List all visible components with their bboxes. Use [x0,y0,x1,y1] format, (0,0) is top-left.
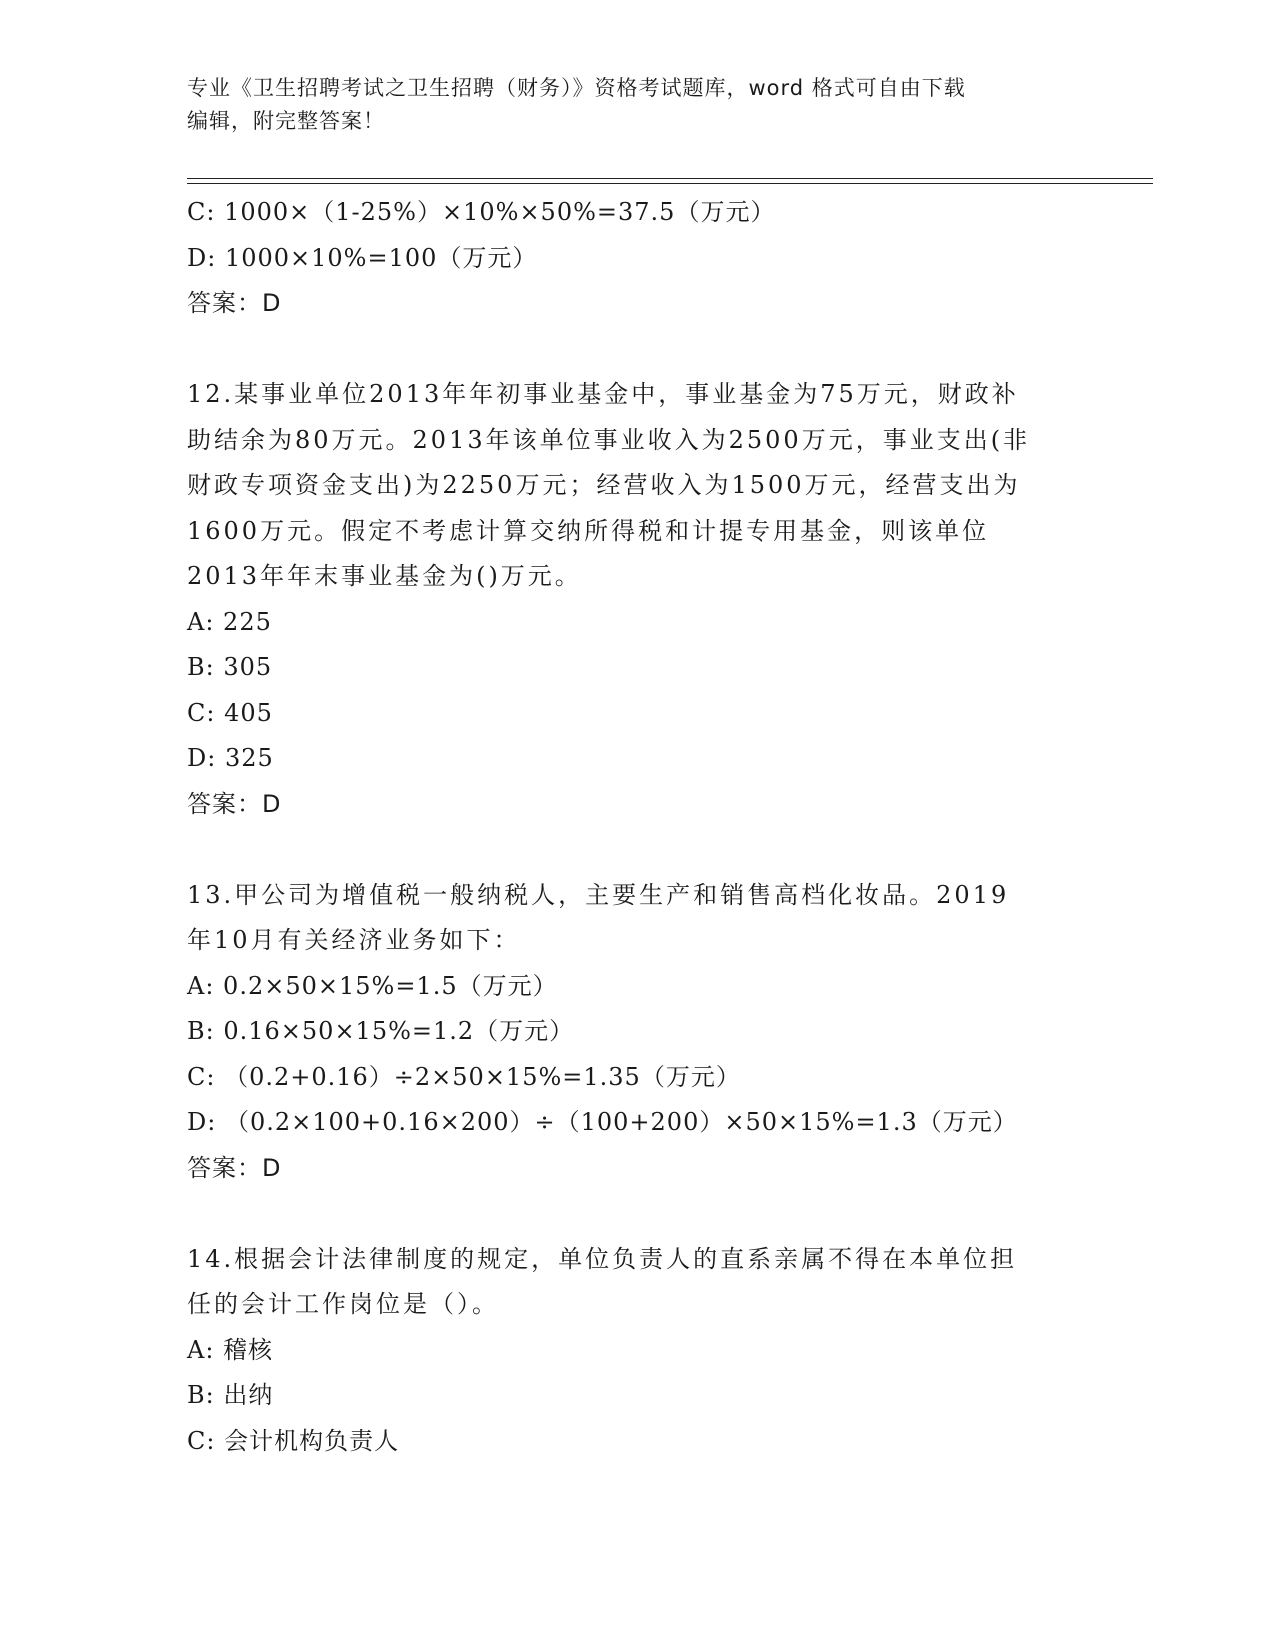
document-header [187,72,1087,138]
option-b: B: 出纳 [187,1381,274,1409]
question-stem-line: 2013年年末事业基金为()万元。 [187,562,582,590]
option-b: B: 0.16×50×15%=1.2（万元） [187,1017,575,1045]
option-a: A: 0.2×50×15%=1.5（万元） [187,971,558,1000]
answer-line: 答案：D [187,1153,282,1182]
question-stem-line: 年10月有关经济业务如下： [187,926,521,954]
header-line-1: 专业《卫生招聘考试之卫生招聘（财务）》资格考试题库，word 格式可自由下载 [187,76,966,100]
question-14 [187,1237,1087,1465]
header-line-2: 编辑，附完整答案！ [187,109,385,133]
document-body [187,190,1087,1464]
option-d: D: 325 [187,744,274,772]
question-stem-line: 任的会计工作岗位是（）。 [187,1290,499,1318]
option-b: B: 305 [187,653,273,681]
question-13 [187,873,1087,1192]
option-c: C: 405 [187,698,273,727]
question-stem-line: 1600万元。假定不考虑计算交纳所得税和计提专用基金，则该单位 [187,516,990,545]
option-d: D: 1000×10%=100（万元） [187,243,538,272]
option-d: D: （0.2×100+0.16×200）÷（100+200）×50×15%=1.3（万元） [187,1108,1018,1136]
option-c: C: 1000×（1-25%）×10%×50%=37.5（万元） [187,198,776,226]
header-divider-top [187,178,1153,179]
question-stem-line: 助结余为80万元。2013年该单位事业收入为2500万元，事业支出(非 [187,425,1031,454]
option-a: A: 稽核 [187,1335,274,1364]
question-stem-line: 14.根据会计法律制度的规定，单位负责人的直系亲属不得在本单位担 [187,1244,1018,1273]
answer-line: 答案：D [187,789,282,818]
option-a: A: 225 [187,607,272,636]
option-c: C: （0.2+0.16）÷2×50×15%=1.35（万元） [187,1062,741,1091]
header-divider-bottom [187,183,1153,184]
question-stem-line: 12.某事业单位2013年年初事业基金中，事业基金为75万元，财政补 [187,380,1019,408]
question-stem-line: 13.甲公司为增值税一般纳税人，主要生产和销售高档化妆品。2019 [187,880,1010,909]
option-c: C: 会计机构负责人 [187,1426,400,1455]
answer-line: 答案：D [187,289,282,317]
question-11-tail [187,190,1087,327]
question-stem-line: 财政专项资金支出)为2250万元；经营收入为1500万元，经营支出为 [187,471,1021,499]
question-12 [187,372,1087,827]
